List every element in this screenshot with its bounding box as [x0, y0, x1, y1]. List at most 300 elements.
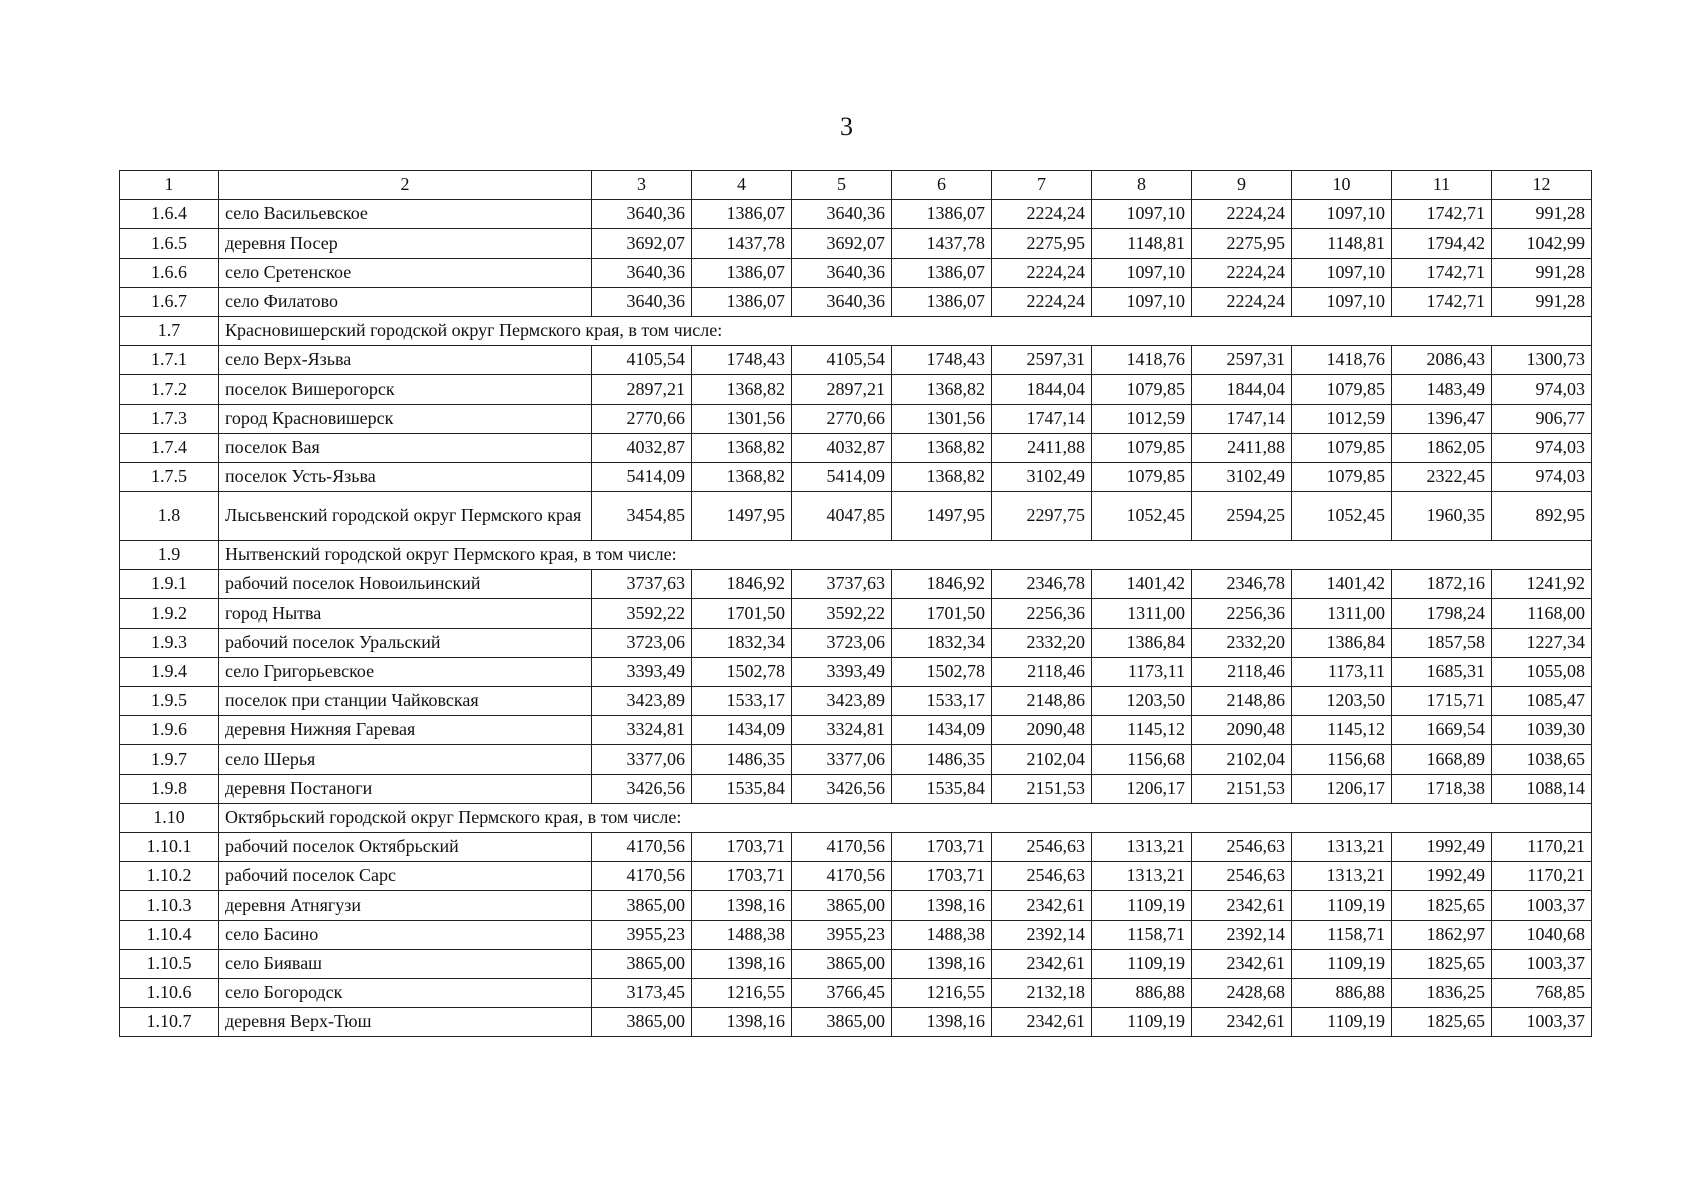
tariff-value: 1079,85: [1092, 462, 1192, 491]
tariff-value: 1486,35: [692, 745, 792, 774]
table-row: [120, 862, 1592, 891]
tariff-value: 3692,07: [792, 229, 892, 258]
tariff-value: 3640,36: [792, 258, 892, 287]
section-title: Нытвенский городской округ Пермского края, в том числе:: [219, 541, 1592, 570]
tariff-value: 2256,36: [1192, 599, 1292, 628]
tariff-value: 1857,58: [1392, 628, 1492, 657]
tariff-value: 2148,86: [1192, 687, 1292, 716]
section-row: [120, 541, 1592, 570]
tariff-value: 1502,78: [892, 657, 992, 686]
table-row: [120, 949, 1592, 978]
tariff-value: 768,85: [1492, 978, 1592, 1007]
tariff-value: 1216,55: [692, 978, 792, 1007]
tariff-value: 1701,50: [692, 599, 792, 628]
tariff-value: 1401,42: [1292, 570, 1392, 599]
tariff-value: 1396,47: [1392, 404, 1492, 433]
tariff-value: 1832,34: [692, 628, 792, 657]
locality-name: поселок Вая: [219, 433, 592, 462]
tariff-value: 1313,21: [1292, 832, 1392, 861]
tariff-value: 2392,14: [1192, 920, 1292, 949]
locality-name: деревня Верх-Тюш: [219, 1008, 592, 1037]
tariff-value: 1206,17: [1092, 774, 1192, 803]
tariff-value: 1398,16: [892, 1008, 992, 1037]
tariff-value: 1486,35: [892, 745, 992, 774]
row-code: 1.6.6: [120, 258, 219, 287]
tariff-value: 2770,66: [792, 404, 892, 433]
tariff-value: 1844,04: [1192, 375, 1292, 404]
tariff-value: 1497,95: [692, 492, 792, 541]
tariff-value: 2342,61: [1192, 1008, 1292, 1037]
tariff-value: 1437,78: [692, 229, 792, 258]
section-title: Красновишерский городской округ Пермского края, в том числе:: [219, 316, 1592, 345]
tariff-value: 3865,00: [792, 891, 892, 920]
tariff-value: 886,88: [1292, 978, 1392, 1007]
column-header: 10: [1292, 171, 1392, 200]
tariff-value: 2546,63: [992, 832, 1092, 861]
tariff-value: 1798,24: [1392, 599, 1492, 628]
tariff-value: 3324,81: [592, 716, 692, 745]
tariff-value: 1715,71: [1392, 687, 1492, 716]
tariff-value: 3723,06: [792, 628, 892, 657]
tariff-value: 1747,14: [1192, 404, 1292, 433]
tariff-value: 886,88: [1092, 978, 1192, 1007]
tariff-value: 2342,61: [1192, 949, 1292, 978]
tariff-value: 1398,16: [692, 1008, 792, 1037]
tariff-value: 3640,36: [592, 200, 692, 229]
tariff-value: 1497,95: [892, 492, 992, 541]
row-code: 1.9.8: [120, 774, 219, 803]
row-code: 1.9.6: [120, 716, 219, 745]
locality-name: село Верх-Язьва: [219, 346, 592, 375]
tariff-value: 4105,54: [592, 346, 692, 375]
column-header: 7: [992, 171, 1092, 200]
tariff-value: 974,03: [1492, 462, 1592, 491]
table-row: [120, 375, 1592, 404]
tariff-value: 1668,89: [1392, 745, 1492, 774]
tariff-value: 2256,36: [992, 599, 1092, 628]
tariff-value: 1368,82: [892, 375, 992, 404]
tariff-value: 1012,59: [1292, 404, 1392, 433]
tariff-value: 1844,04: [992, 375, 1092, 404]
tariff-value: 1533,17: [892, 687, 992, 716]
row-code: 1.7.2: [120, 375, 219, 404]
tariff-value: 1311,00: [1292, 599, 1392, 628]
tariff-value: 3737,63: [592, 570, 692, 599]
locality-name: село Григорьевское: [219, 657, 592, 686]
tariff-value: 1109,19: [1292, 1008, 1392, 1037]
tariff-value: 4105,54: [792, 346, 892, 375]
tariff-value: 3723,06: [592, 628, 692, 657]
tariff-value: 4032,87: [592, 433, 692, 462]
tariff-value: 2346,78: [1192, 570, 1292, 599]
tariff-value: 1227,34: [1492, 628, 1592, 657]
tariff-value: 2546,63: [992, 862, 1092, 891]
tariff-value: 1703,71: [892, 862, 992, 891]
table-row: [120, 433, 1592, 462]
tariff-value: 1145,12: [1292, 716, 1392, 745]
tariff-value: 1836,25: [1392, 978, 1492, 1007]
row-code: 1.6.4: [120, 200, 219, 229]
tariff-value: 3955,23: [592, 920, 692, 949]
tariff-value: 1148,81: [1092, 229, 1192, 258]
tariff-value: 2224,24: [1192, 258, 1292, 287]
tariff-value: 3102,49: [1192, 462, 1292, 491]
tariff-value: 1173,11: [1292, 657, 1392, 686]
tariff-value: 1701,50: [892, 599, 992, 628]
tariff-value: 1794,42: [1392, 229, 1492, 258]
tariff-value: 3173,45: [592, 978, 692, 1007]
tariff-value: 3423,89: [792, 687, 892, 716]
tariff-value: 1079,85: [1092, 375, 1192, 404]
tariff-value: 1488,38: [892, 920, 992, 949]
tariff-value: 3865,00: [792, 949, 892, 978]
locality-name: село Бияваш: [219, 949, 592, 978]
tariff-value: 1992,49: [1392, 862, 1492, 891]
tariff-value: 991,28: [1492, 287, 1592, 316]
tariff-value: 2086,43: [1392, 346, 1492, 375]
tariff-value: 974,03: [1492, 433, 1592, 462]
tariff-value: 1846,92: [692, 570, 792, 599]
table-row: [120, 832, 1592, 861]
tariff-value: 2342,61: [992, 891, 1092, 920]
tariff-value: 1038,65: [1492, 745, 1592, 774]
tariff-value: 1825,65: [1392, 1008, 1492, 1037]
tariff-value: 2342,61: [992, 949, 1092, 978]
tariff-value: 2392,14: [992, 920, 1092, 949]
row-code: 1.7.4: [120, 433, 219, 462]
row-code: 1.8: [120, 492, 219, 541]
row-code: 1.10.4: [120, 920, 219, 949]
tariff-value: 1685,31: [1392, 657, 1492, 686]
row-code: 1.9.1: [120, 570, 219, 599]
tariff-value: 1747,14: [992, 404, 1092, 433]
table-row: [120, 1008, 1592, 1037]
tariff-value: 5414,09: [592, 462, 692, 491]
tariff-value: 3640,36: [792, 200, 892, 229]
tariff-value: 1368,82: [892, 433, 992, 462]
tariff-value: 1085,47: [1492, 687, 1592, 716]
tariff-value: 1156,68: [1092, 745, 1192, 774]
tariff-value: 3426,56: [792, 774, 892, 803]
column-header: 4: [692, 171, 792, 200]
row-code: 1.7.3: [120, 404, 219, 433]
locality-name: село Филатово: [219, 287, 592, 316]
tariff-value: 1203,50: [1292, 687, 1392, 716]
tariff-value: 3692,07: [592, 229, 692, 258]
locality-name: город Нытва: [219, 599, 592, 628]
tariff-value: 1301,56: [892, 404, 992, 433]
table-row: [120, 774, 1592, 803]
tariff-value: 1158,71: [1092, 920, 1192, 949]
tariff-value: 974,03: [1492, 375, 1592, 404]
tariff-value: 1311,00: [1092, 599, 1192, 628]
tariff-value: 1703,71: [692, 832, 792, 861]
tariff-value: 1079,85: [1092, 433, 1192, 462]
locality-name: деревня Нижняя Гаревая: [219, 716, 592, 745]
tariff-value: 2597,31: [992, 346, 1092, 375]
tariff-value: 1168,00: [1492, 599, 1592, 628]
tariff-value: 4170,56: [792, 832, 892, 861]
locality-name: рабочий поселок Уральский: [219, 628, 592, 657]
tariff-value: 1313,21: [1292, 862, 1392, 891]
tariff-value: 1718,38: [1392, 774, 1492, 803]
tariff-value: 1386,07: [692, 287, 792, 316]
tariff-value: 1742,71: [1392, 287, 1492, 316]
row-code: 1.9.2: [120, 599, 219, 628]
tariff-value: 1300,73: [1492, 346, 1592, 375]
tariff-value: 1097,10: [1092, 200, 1192, 229]
tariff-value: 2332,20: [1192, 628, 1292, 657]
tariff-value: 1872,16: [1392, 570, 1492, 599]
locality-name: село Сретенское: [219, 258, 592, 287]
tariff-value: 2090,48: [992, 716, 1092, 745]
tariff-value: 3865,00: [592, 891, 692, 920]
locality-name: село Васильевское: [219, 200, 592, 229]
tariff-value: 1401,42: [1092, 570, 1192, 599]
tariff-value: 2297,75: [992, 492, 1092, 541]
tariff-value: 3640,36: [792, 287, 892, 316]
tariff-value: 1145,12: [1092, 716, 1192, 745]
tariff-value: 1097,10: [1292, 287, 1392, 316]
tariff-value: 1502,78: [692, 657, 792, 686]
tariff-value: 1742,71: [1392, 258, 1492, 287]
header-row: [120, 171, 1592, 200]
tariff-value: 3393,49: [792, 657, 892, 686]
tariff-value: 1825,65: [1392, 949, 1492, 978]
tariff-value: 1040,68: [1492, 920, 1592, 949]
tariff-value: 1703,71: [692, 862, 792, 891]
tariff-value: 2897,21: [792, 375, 892, 404]
tariff-value: 1742,71: [1392, 200, 1492, 229]
page-number: 3: [840, 112, 853, 141]
row-code: 1.10.5: [120, 949, 219, 978]
row-code: 1.9.5: [120, 687, 219, 716]
tariff-value: 1158,71: [1292, 920, 1392, 949]
tariff-value: 1992,49: [1392, 832, 1492, 861]
tariff-value: 1748,43: [892, 346, 992, 375]
tariff-value: 3955,23: [792, 920, 892, 949]
locality-name: рабочий поселок Октябрьский: [219, 832, 592, 861]
tariff-value: 2118,46: [992, 657, 1092, 686]
tariff-value: 1097,10: [1092, 258, 1192, 287]
locality-name: деревня Посер: [219, 229, 592, 258]
tariff-value: 1535,84: [692, 774, 792, 803]
table-row: [120, 745, 1592, 774]
locality-name: Лысьвенский городской округ Пермского края: [219, 492, 592, 541]
tariff-value: 1003,37: [1492, 891, 1592, 920]
tariff-value: 1173,11: [1092, 657, 1192, 686]
tariff-value: 1055,08: [1492, 657, 1592, 686]
tariff-value: 1039,30: [1492, 716, 1592, 745]
tariff-value: 3377,06: [792, 745, 892, 774]
tariff-value: 3766,45: [792, 978, 892, 1007]
tariff-value: 1368,82: [692, 462, 792, 491]
row-code: 1.10.6: [120, 978, 219, 1007]
tariff-value: 1148,81: [1292, 229, 1392, 258]
tariff-value: 1368,82: [892, 462, 992, 491]
tariff-value: 4170,56: [592, 832, 692, 861]
table-row: [120, 570, 1592, 599]
tariff-table: [119, 170, 1592, 1037]
tariff-value: 1097,10: [1292, 200, 1392, 229]
tariff-value: 1079,85: [1292, 375, 1392, 404]
row-code: 1.9: [120, 541, 219, 570]
locality-name: деревня Постаноги: [219, 774, 592, 803]
tariff-value: 1398,16: [692, 891, 792, 920]
tariff-value: 3592,22: [592, 599, 692, 628]
tariff-value: 2090,48: [1192, 716, 1292, 745]
tariff-value: 1109,19: [1292, 891, 1392, 920]
column-header: 12: [1492, 171, 1592, 200]
tariff-value: 1012,59: [1092, 404, 1192, 433]
column-header: 9: [1192, 171, 1292, 200]
tariff-value: 892,95: [1492, 492, 1592, 541]
tariff-value: 3865,00: [592, 1008, 692, 1037]
table-row: [120, 891, 1592, 920]
tariff-value: 1386,84: [1092, 628, 1192, 657]
row-code: 1.10.2: [120, 862, 219, 891]
tariff-value: 2897,21: [592, 375, 692, 404]
tariff-value: 2102,04: [992, 745, 1092, 774]
tariff-value: 906,77: [1492, 404, 1592, 433]
tariff-value: 3640,36: [592, 258, 692, 287]
table-row: [120, 920, 1592, 949]
tariff-value: 3640,36: [592, 287, 692, 316]
tariff-value: 1109,19: [1092, 1008, 1192, 1037]
tariff-value: 2151,53: [992, 774, 1092, 803]
tariff-value: 1042,99: [1492, 229, 1592, 258]
locality-name: город Красновишерск: [219, 404, 592, 433]
tariff-value: 2118,46: [1192, 657, 1292, 686]
tariff-value: 1398,16: [892, 949, 992, 978]
column-header: 6: [892, 171, 992, 200]
row-code: 1.7: [120, 316, 219, 345]
tariff-value: 1368,82: [692, 375, 792, 404]
locality-name: поселок при станции Чайковская: [219, 687, 592, 716]
tariff-value: 1097,10: [1292, 258, 1392, 287]
row-code: 1.10.7: [120, 1008, 219, 1037]
tariff-value: 2546,63: [1192, 862, 1292, 891]
tariff-value: 3393,49: [592, 657, 692, 686]
tariff-value: 2102,04: [1192, 745, 1292, 774]
table-row: [120, 462, 1592, 491]
tariff-value: 1960,35: [1392, 492, 1492, 541]
tariff-value: 1386,07: [892, 258, 992, 287]
row-code: 1.7.1: [120, 346, 219, 375]
section-title: Октябрьский городской округ Пермского края, в том числе:: [219, 803, 1592, 832]
tariff-value: 1418,76: [1292, 346, 1392, 375]
tariff-value: 1703,71: [892, 832, 992, 861]
locality-name: рабочий поселок Сарс: [219, 862, 592, 891]
tariff-value: 2224,24: [1192, 287, 1292, 316]
tariff-value: 1313,21: [1092, 862, 1192, 891]
section-row: [120, 316, 1592, 345]
tariff-value: 3377,06: [592, 745, 692, 774]
table-row: [120, 599, 1592, 628]
tariff-value: 1483,49: [1392, 375, 1492, 404]
locality-name: село Шерья: [219, 745, 592, 774]
tariff-value: 1079,85: [1292, 433, 1392, 462]
tariff-value: 2594,25: [1192, 492, 1292, 541]
tariff-value: 2151,53: [1192, 774, 1292, 803]
locality-name: деревня Атнягузи: [219, 891, 592, 920]
table-body: [120, 171, 1592, 1037]
row-code: 1.10: [120, 803, 219, 832]
tariff-value: 1846,92: [892, 570, 992, 599]
tariff-value: 1170,21: [1492, 862, 1592, 891]
locality-name: поселок Усть-Язьва: [219, 462, 592, 491]
tariff-value: 991,28: [1492, 200, 1592, 229]
tariff-value: 1386,84: [1292, 628, 1392, 657]
tariff-value: 2275,95: [992, 229, 1092, 258]
tariff-value: 1203,50: [1092, 687, 1192, 716]
tariff-value: 1488,38: [692, 920, 792, 949]
tariff-value: 3426,56: [592, 774, 692, 803]
tariff-value: 1386,07: [692, 200, 792, 229]
column-header: 11: [1392, 171, 1492, 200]
tariff-value: 1434,09: [892, 716, 992, 745]
tariff-value: 3454,85: [592, 492, 692, 541]
tariff-value: 1832,34: [892, 628, 992, 657]
tariff-value: 1170,21: [1492, 832, 1592, 861]
tariff-value: 1052,45: [1292, 492, 1392, 541]
locality-name: село Богородск: [219, 978, 592, 1007]
tariff-value: 2224,24: [992, 258, 1092, 287]
table-row: [120, 628, 1592, 657]
tariff-value: 2132,18: [992, 978, 1092, 1007]
tariff-value: 2322,45: [1392, 462, 1492, 491]
row-code: 1.9.3: [120, 628, 219, 657]
tariff-value: 3592,22: [792, 599, 892, 628]
locality-name: рабочий поселок Новоильинский: [219, 570, 592, 599]
tariff-value: 1206,17: [1292, 774, 1392, 803]
tariff-value: 2342,61: [1192, 891, 1292, 920]
tariff-value: 1533,17: [692, 687, 792, 716]
tariff-value: 2428,68: [1192, 978, 1292, 1007]
tariff-value: 2224,24: [1192, 200, 1292, 229]
table-row: [120, 200, 1592, 229]
tariff-value: 2275,95: [1192, 229, 1292, 258]
tariff-value: 1418,76: [1092, 346, 1192, 375]
row-code: 1.6.5: [120, 229, 219, 258]
column-header: 2: [219, 171, 592, 200]
tariff-value: 1156,68: [1292, 745, 1392, 774]
tariff-value: 1386,07: [892, 287, 992, 316]
tariff-value: 2342,61: [992, 1008, 1092, 1037]
tariff-value: 5414,09: [792, 462, 892, 491]
tariff-value: 1535,84: [892, 774, 992, 803]
tariff-value: 3737,63: [792, 570, 892, 599]
tariff-value: 2346,78: [992, 570, 1092, 599]
tariff-value: 1398,16: [892, 891, 992, 920]
tariff-value: 1437,78: [892, 229, 992, 258]
tariff-value: 1368,82: [692, 433, 792, 462]
locality-name: село Басино: [219, 920, 592, 949]
row-code: 1.10.1: [120, 832, 219, 861]
tariff-value: 1748,43: [692, 346, 792, 375]
tariff-value: 1052,45: [1092, 492, 1192, 541]
tariff-value: 3423,89: [592, 687, 692, 716]
tariff-value: 1241,92: [1492, 570, 1592, 599]
table-row: [120, 687, 1592, 716]
tariff-value: 1003,37: [1492, 949, 1592, 978]
tariff-value: 2411,88: [1192, 433, 1292, 462]
tariff-value: 1386,07: [892, 200, 992, 229]
column-header: 8: [1092, 171, 1192, 200]
table-row: [120, 229, 1592, 258]
tariff-value: 3865,00: [792, 1008, 892, 1037]
row-code: 1.6.7: [120, 287, 219, 316]
